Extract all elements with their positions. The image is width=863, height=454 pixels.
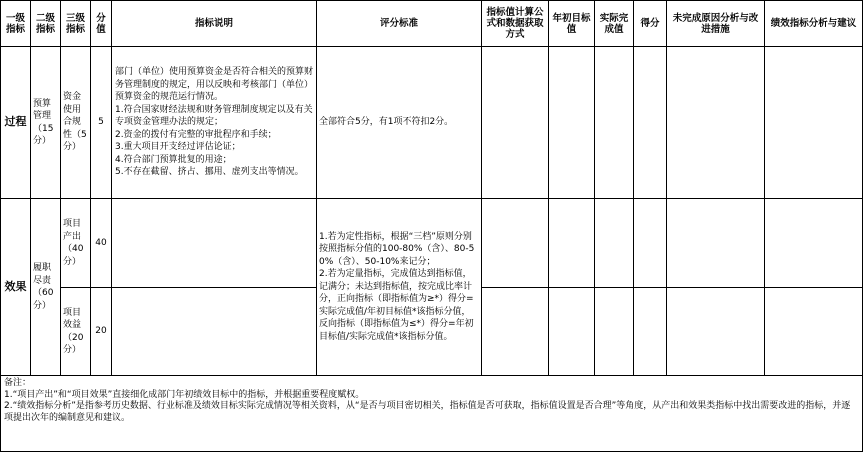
output-reason [667,199,765,288]
header-initial: 年初目标值 [549,1,595,47]
process-desc-line: 2.资金的拨付有完整的审批程序和手续； [115,129,277,140]
remarks-item: 2.“绩效指标分析”是指参考历史数据、行业标准及绩效目标实际完成情况等相关资料，从“是否与项目密切相关，指标值是否可获取，指标值设置是否合理”等角度，从产出和效果类指标中找出需要改进的指标，并逐项提出次年的编制意见和建议。 [4,401,851,423]
effect-criteria-line: 1.若为定性指标，根据“三档”原则分别按照指标分值的100-80%（含）、80-50%（含）、50-10%来记分； [319,231,475,267]
process-l1: 过程 [1,47,31,199]
output-suggest [765,199,863,288]
process-desc-line: 1.符合国家财经法规和财务管理制度规定以及有关专项资金管理办法的规定； [115,104,313,128]
process-actual [595,47,634,199]
process-formula [482,47,549,199]
effect-criteria-line: 2.若为定量指标，完成值达到指标值，记满分；未达到指标值，按完成比率计分，正向指标（即指标值为≥*）得分=实际完成值/年初目标值*该指标分值，反向指标（即指标值为≤*）得分=年初目标值/实际完成值*该指标分值。 [319,269,474,342]
process-got [634,47,667,199]
output-initial [549,199,595,288]
process-reason [667,47,765,199]
header-got: 得分 [634,1,667,47]
process-desc-line: 3.重大项目开支经过评估论证； [115,142,241,153]
process-l2: 预算管理（15分） [31,47,61,199]
benefit-initial [549,288,595,376]
header-suggest: 绩效指标分析与建议 [765,1,863,47]
remarks-item: 1.“项目产出”和“项目效果”直接细化成部门年初绩效目标中的指标，并根据重要程度赋权。 [4,389,365,400]
process-suggest [765,47,863,199]
process-desc-line: 部门（单位）使用预算资金是否符合相关的预算财务管理制度的规定，用以反映和考核部门（单位）预算资金的规范运行情况。 [115,67,314,103]
header-l1: 一级指标 [1,1,31,47]
output-formula [482,199,549,288]
header-criteria: 评分标准 [317,1,482,47]
benefit-score: 20 [91,288,112,376]
header-desc: 指标说明 [112,1,317,47]
remarks-row [1,376,863,452]
process-criteria: 全部符合5分，有1项不符扣2分。 [317,47,482,199]
remarks-title: 备注： [4,378,32,388]
output-row [1,199,863,288]
header-l3: 三级指标 [61,1,91,47]
benefit-suggest [765,288,863,376]
benefit-reason [667,288,765,376]
header-score: 分值 [91,1,112,47]
header-actual: 实际完成值 [595,1,634,47]
benefit-desc [112,288,317,376]
effect-criteria [317,199,482,376]
benefit-formula [482,288,549,376]
process-score: 5 [91,47,112,199]
benefit-l3: 项目效益（20分） [61,288,91,376]
remarks [1,376,863,452]
benefit-got [634,288,667,376]
output-got [634,199,667,288]
process-desc-line: 4.符合部门预算批复的用途； [115,154,232,165]
process-l3: 资金使用合规性（5分） [61,47,91,199]
output-actual [595,199,634,288]
header-l2: 二级指标 [31,1,61,47]
process-row [1,47,863,199]
header-reason: 未完成原因分析与改进措施 [667,1,765,47]
header-row [1,1,863,47]
benefit-actual [595,288,634,376]
effect-l2: 履职尽责（60分） [31,199,61,376]
process-desc-line: 5.不存在截留、挤占、挪用、虚列支出等情况。 [115,167,304,178]
process-desc [112,47,317,199]
output-score: 40 [91,199,112,288]
header-formula: 指标值计算公式和数据获取方式 [482,1,549,47]
output-desc [112,199,317,288]
output-l3: 项目产出（40分） [61,199,91,288]
process-initial [549,47,595,199]
effect-l1: 效果 [1,199,31,376]
